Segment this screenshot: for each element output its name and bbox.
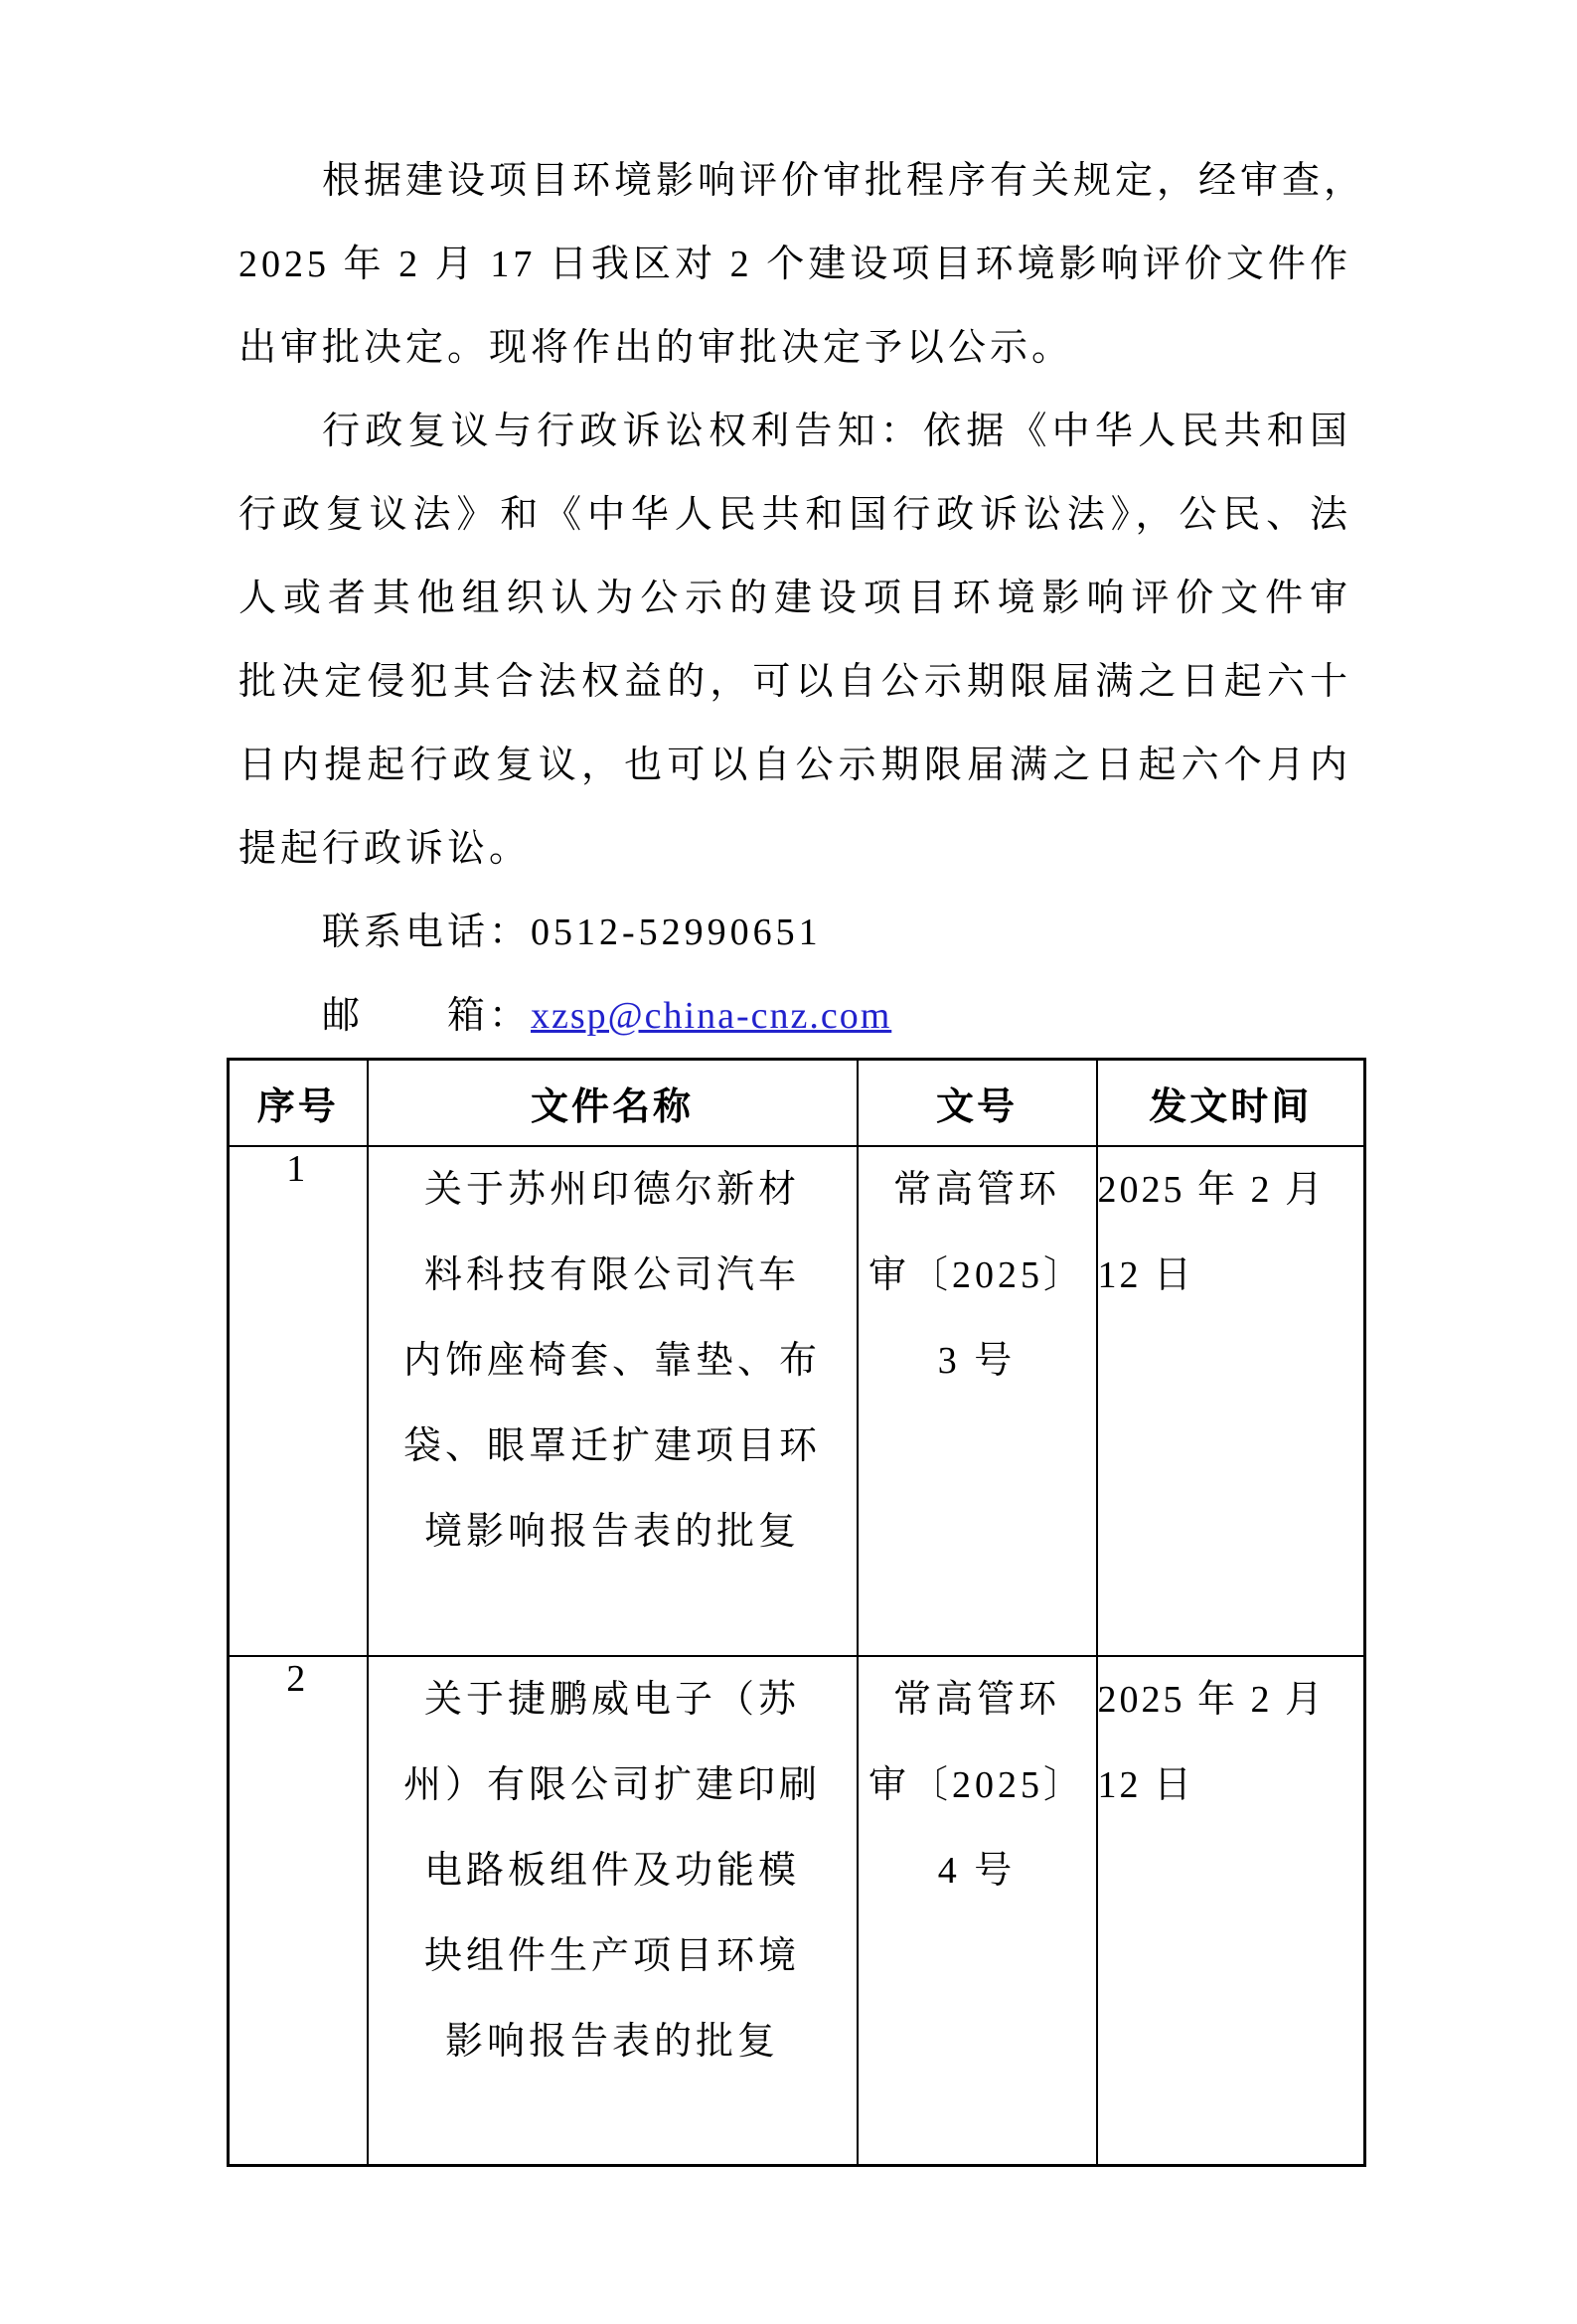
table-row [229, 1146, 1365, 1656]
seq-cell: 1 [229, 1146, 368, 1656]
col-header-date: 发文时间 [1097, 1060, 1365, 1147]
paragraph-line: 根据建设项目环境影响评价审批程序有关规定，经审查， [322, 160, 1366, 202]
doc-number-line: 常高管环 [892, 1679, 1060, 1721]
issue-date-cell [1097, 1656, 1365, 2165]
doc-name-cell [368, 1146, 858, 1656]
doc-name-line: 电路板组件及功能模 [423, 1850, 800, 1892]
doc-name-line: 境影响报告表的批复 [423, 1511, 800, 1553]
table-header-row [229, 1060, 1365, 1147]
doc-number-line: 审〔2025〕 [867, 1764, 1085, 1806]
paragraph-line: 日内提起行政复议，也可以自公示期限届满之日起六个月内 [238, 745, 1351, 786]
paragraph-line: 出审批决定。现将作出的审批决定予以公示。 [238, 327, 1074, 369]
doc-name-line: 影响报告表的批复 [444, 2021, 779, 2063]
doc-name-line: 州）有限公司扩建印刷 [402, 1764, 821, 1806]
col-header-seq: 序号 [229, 1060, 368, 1147]
doc-number-line: 审〔2025〕 [867, 1254, 1085, 1296]
doc-number-line: 4 号 [937, 1850, 1017, 1892]
table-row [229, 1656, 1365, 2165]
issue-date-line: 12 日 [1097, 1254, 1195, 1296]
doc-number-cell [858, 1146, 1097, 1656]
contact-email-line [238, 974, 1351, 1058]
paragraph-line: 提起行政诉讼。 [238, 828, 532, 870]
doc-name-line: 块组件生产项目环境 [423, 1935, 800, 1977]
doc-name-line: 关于苏州印德尔新材 [423, 1169, 800, 1211]
email-link[interactable]: xzsp@china-cnz.com [531, 995, 892, 1037]
doc-number-line: 3 号 [937, 1340, 1017, 1382]
col-header-name: 文件名称 [368, 1060, 858, 1147]
issue-date-line: 2025 年 2 月 [1097, 1169, 1327, 1211]
doc-number-line: 常高管环 [892, 1169, 1060, 1211]
approvals-table [227, 1058, 1366, 2167]
doc-name-line: 关于捷鹏威电子（苏 [423, 1679, 800, 1721]
paragraph-line: 行政复议与行政诉讼权利告知：依据《中华人民共和国 [322, 411, 1351, 452]
doc-number-cell [858, 1656, 1097, 2165]
doc-name-line: 袋、眼罩迁扩建项目环 [402, 1425, 821, 1467]
paragraph-line: 人或者其他组织认为公示的建设项目环境影响评价文件审 [238, 578, 1351, 619]
issue-date-line: 2025 年 2 月 [1097, 1679, 1327, 1721]
issue-date-cell [1097, 1146, 1365, 1656]
notice-body [238, 139, 1366, 1058]
paragraph-line: 2025 年 2 月 17 日我区对 2 个建设项目环境影响评价文件作 [238, 244, 1351, 285]
doc-name-cell [368, 1656, 858, 2165]
seq-cell: 2 [229, 1656, 368, 2165]
paragraph-line: 批决定侵犯其合法权益的，可以自公示期限届满之日起六十 [238, 661, 1351, 703]
col-header-docno: 文号 [858, 1060, 1097, 1147]
contact-phone-line: 联系电话：0512-52990651 [322, 912, 822, 953]
doc-name-line: 料科技有限公司汽车 [423, 1254, 800, 1296]
email-label: 邮 箱： [322, 995, 532, 1037]
issue-date-line: 12 日 [1097, 1764, 1195, 1806]
paragraph-line: 行政复议法》和《中华人民共和国行政诉讼法》，公民、法 [238, 494, 1351, 536]
doc-name-line: 内饰座椅套、靠垫、布 [402, 1340, 821, 1382]
